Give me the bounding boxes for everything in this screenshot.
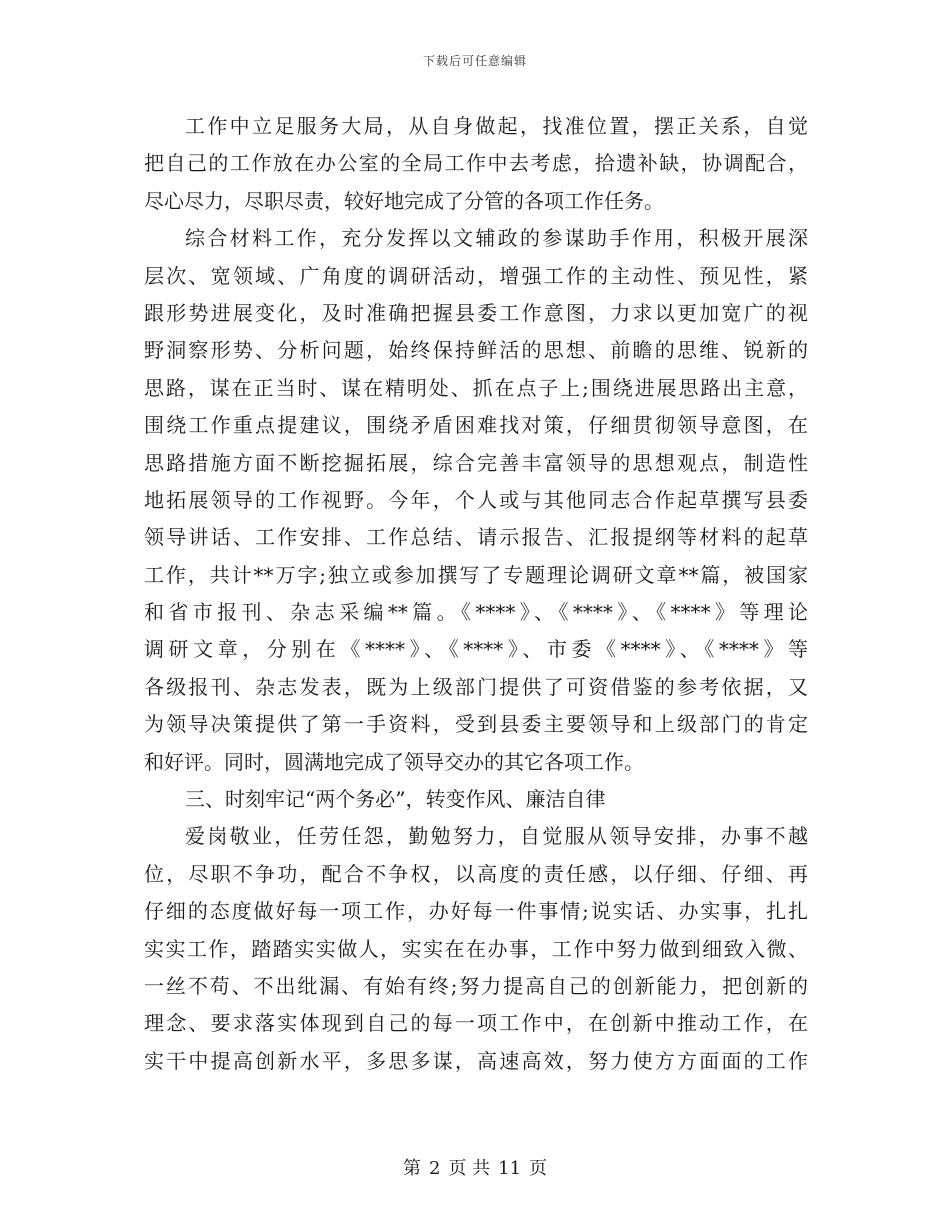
- text-line: 各级报刊、杂志发表，既为上级部门提供了可资借鉴的参考依据，又: [144, 674, 808, 699]
- total-page-count: 11: [498, 1158, 522, 1179]
- text-line: 实干中提高创新水平，多思多谋，高速高效，努力使方方面面的工作: [144, 1048, 808, 1073]
- text-line: 位，尽职不争功，配合不争权，以高度的责任感，以仔细、仔细、再: [144, 861, 808, 886]
- text-line: 综合材料工作，充分发挥以文辅政的参谋助手作用，积极开展深: [185, 226, 808, 251]
- text-line: 仔细的态度做好每一项工作，办好每一件事情;说实话、办实事，扎扎: [144, 899, 808, 924]
- text-line: 尽心尽力，尽职尽责，较好地完成了分管的各项工作任务。: [144, 188, 664, 213]
- text-line: 实实工作，踏踏实实做人，实实在在办事，工作中努力做到细致入微、: [144, 936, 808, 961]
- page-footer: [0, 1154, 950, 1180]
- text-line: 爱岗敬业，任劳任怨，勤勉努力，自觉服从领导安排，办事不越: [185, 824, 808, 849]
- text-line: 思路措施方面不断挖掘拓展，综合完善丰富领导的思想观点，制造性: [144, 450, 808, 475]
- text-line: 地拓展领导的工作视野。今年，个人或与其他同志合作起草撰写县委: [144, 487, 808, 512]
- text-line: 领导讲话、工作安排、工作总结、请示报告、汇报提纲等材料的起草: [144, 525, 808, 550]
- text-line: 工作中立足服务大局，从自身做起，找准位置，摆正关系，自觉: [185, 114, 808, 138]
- text-line: 围绕工作重点提建议，围绕矛盾困难找对策，仔细贯彻领导意图，在: [144, 413, 808, 438]
- footer-middle: 页 共: [448, 1158, 491, 1179]
- text-line: 思路，谋在正当时、谋在精明处、抓在点子上;围绕进展思路出主意，: [144, 375, 808, 400]
- text-line: 把自己的工作放在办公室的全局工作中去考虑，拾遗补缺，协调配合，: [144, 151, 808, 176]
- text-line: 为领导决策提供了第一手资料，受到县委主要领导和上级部门的肯定: [144, 712, 808, 737]
- document-body: [144, 108, 808, 1080]
- page-header: 下载后可任意编辑: [422, 54, 527, 68]
- text-line: 三、时刻牢记“两个务必”，转变作风、廉洁自律: [185, 787, 606, 812]
- current-page-number: 2: [428, 1158, 441, 1179]
- footer-suffix: 页: [529, 1158, 548, 1179]
- text-line: 和好评。同时，圆满地完成了领导交办的其它各项工作。: [144, 749, 644, 774]
- text-line: 野洞察形势、分析问题，始终保持鲜活的思想、前瞻的思维、锐新的: [144, 338, 808, 363]
- text-line: 理念、要求落实体现到自己的每一项工作中，在创新中推动工作，在: [144, 1011, 808, 1036]
- text-line: 层次、宽领域、广角度的调研活动，增强工作的主动性、预见性，紧: [144, 263, 808, 288]
- text-line: 调研文章，分别在《****》、《****》、市委《****》、《****》等: [144, 637, 808, 662]
- footer-prefix: 第: [402, 1158, 421, 1179]
- text-line: 和省市报刊、杂志采编**篇。《****》、《****》、《****》等理论: [144, 600, 808, 625]
- text-line: 工作，共计**万字;独立或参加撰写了专题理论调研文章**篇，被国家: [144, 562, 808, 587]
- text-line: 跟形势进展变化，及时准确把握县委工作意图，力求以更加宽广的视: [144, 300, 808, 325]
- text-line: 一丝不苟、不出纰漏、有始有终;努力提高自己的创新能力，把创新的: [144, 973, 808, 998]
